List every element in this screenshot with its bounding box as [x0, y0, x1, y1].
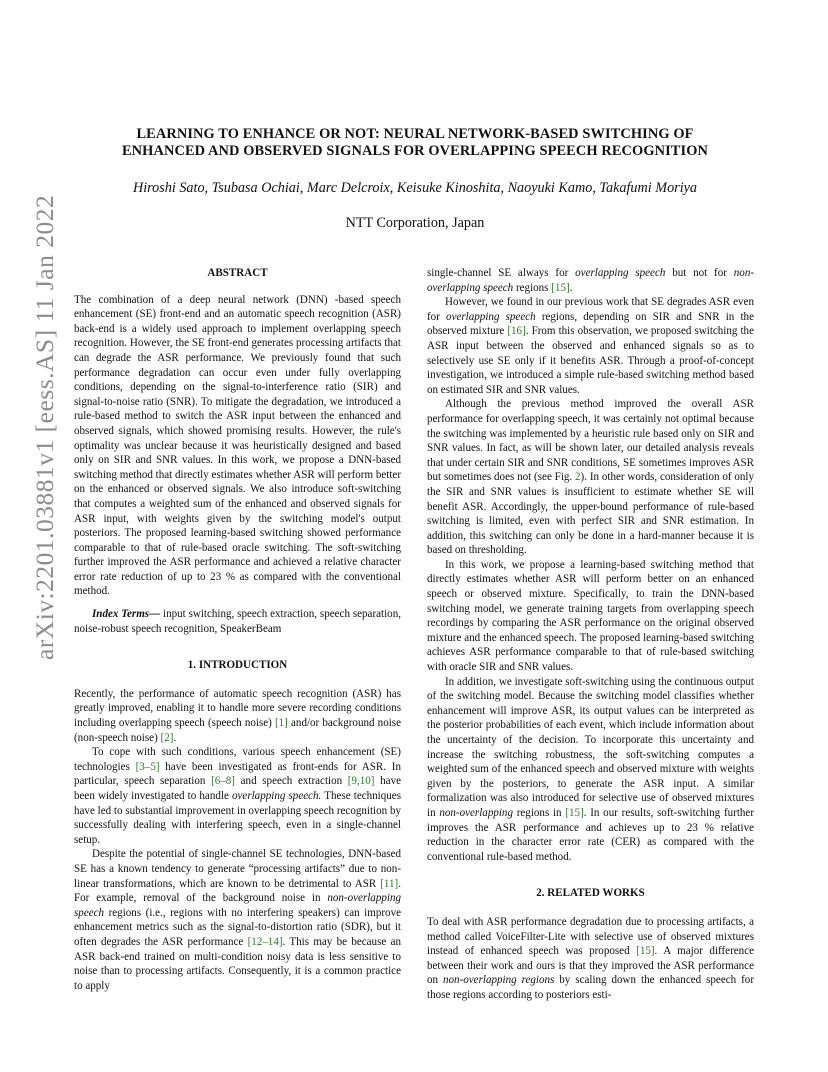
intro-paragraph-1	[74, 687, 401, 745]
text-run: . For example, removal of the background noise in	[74, 877, 401, 905]
title-line-2: ENHANCED AND OBSERVED SIGNALS FOR OVERLAPPING SPEECH RECOGNITION	[121, 143, 708, 159]
paper-title	[60, 126, 770, 160]
emphasis: non-overlapping regions	[443, 974, 555, 987]
emphasis: overlapping speech.	[231, 790, 322, 802]
text-run: . A major difference between their work and ours is that they improved the ASR performance on	[427, 945, 754, 987]
citation-link[interactable]: [11]	[380, 877, 399, 890]
intro-paragraph-6: In this work, we propose a learning-based switching method that directly estimates whether ASR will perform better on an enhanced speech or observed mixture. Specifically, to train the DNN-based switching model, we generate training targets from overlapping speech recordings by comparing the ASR performance on the original observed mixture and the enhanced speech. The proposed learning-based switching achieves ASR performance comparable to that of rule-based switching with oracle SIR and SNR values.	[427, 558, 754, 674]
title-line-1: LEARNING TO ENHANCE OR NOT: NEURAL NETWORK-BASED SWITCHING OF	[136, 126, 694, 142]
text-run: and/or background noise (non-speech noise)	[74, 717, 401, 744]
author-list: Hiroshi Sato, Tsubasa Ochiai, Marc Delcroix, Keisuke Kinoshita, Naoyuki Kamo, Takafumi Moriya	[132, 180, 698, 196]
text-run: Despite the potential of single-channel SE technologies, DNN-based SE has a known tendency to generate “processing artifacts” due to non-linear transformations, which are known to be detrimental to ASR	[74, 848, 401, 890]
text-run: ). In other words, consideration of only the SIR and SNR values is insufficient to estimate whether SE will benefit ASR. Accordingly, the upper-bound performance of rule-based switching is limited, even with perfect SIR and SNR estimation. In addition, this switching can only be done in a hard-manner because it is based on thresholding.	[427, 471, 754, 557]
abstract-text: The combination of a deep neural network (DNN) -based speech enhancement (SE) front-end and an automatic speech recognition (ASR) back-end is a widely used approach to implement overlapping speech recognition. However, the SE front-end generates processing artifacts that can degrade the ASR performance. We previously found that such performance degradation can occur even under fully overlapping conditions, depending on the signal-to-interference ratio (SIR) and signal-to-noise ratio (SNR). To mitigate the degradation, we introduced a rule-based method to switch the ASR input between the enhanced and observed signals, which showed promising results. However, the rule's optimality was unclear because it was heuristically designed and based only on SIR and SNR values. In this work, we propose a DNN-based switching method that directly estimates whether ASR will perform better on the enhanced or observed signals. We also introduce soft-switching that computes a weighted sum of the enhanced and observed signals for ASR input, with weights given by the switching model's output posteriors. The proposed learning-based switching showed performance comparable to that of rule-based oracle switching. The soft-switching further improved the ASR performance and achieved a relative character error rate reduction of up to 23 % as compared with the conventional method.	[74, 293, 401, 598]
index-terms	[74, 607, 401, 636]
left-column	[74, 266, 401, 993]
emphasis: non-overlapping	[439, 806, 513, 819]
text-run: have been investigated as front-ends for ASR. In particular, speech separation	[74, 760, 401, 788]
text-run: In addition, we investigate soft-switching using the continuous output of the switching model. Because the switching model classifies whether enhancement will improve ASR, its output values can be interpreted as the posterior probabilities of each event, which include information about the uncertainty of the decision. To incorporate this uncertainty and increase the switching robustness, the soft-switching computes a weighted sum of the enhanced speech and observed mixture with weights given by the posteriors, to generate the ASR input. A similar formalization was also introduced for selective use of observed mixtures in	[427, 675, 754, 819]
text-run: but not for	[665, 267, 734, 279]
text-run: single-channel SE always for	[427, 267, 576, 279]
intro-paragraph-7	[427, 675, 754, 865]
text-run: . This may be because an ASR back-end trained on multi-condition noisy data is less sensitive to noise than to processing artifacts. Consequently, it is a common practice to apply	[74, 935, 401, 992]
figure-link[interactable]: 2	[575, 471, 581, 484]
citation-link[interactable]: [15]	[551, 281, 570, 294]
text-run: Although the previous method improved the overall ASR performance for overlapping speech, it was certainly not optimal because the switching was implemented by a heuristic rule based only on SIR and SNR values. In fact, as will be shown later, our detailed analysis reveals that under certain SIR and SNR conditions, SE sometimes improves ASR but sometimes does not (see Fig.	[427, 398, 754, 484]
citation-link[interactable]: [3–5]	[135, 760, 160, 773]
text-run: regions	[513, 281, 552, 294]
index-terms-label: Index Terms—	[92, 608, 161, 621]
intro-paragraph-2	[74, 745, 401, 847]
text-run: These techniques have led to substantial improvement in overlapping speech recognition by successfully dealing with interfering speech, even in a single-channel setup.	[74, 790, 401, 846]
text-run: . In our results, soft-switching further improves the ASR performance and achieves up to 23 % relative reduction in the character error rate (CER) as compared with the conventional rule-based method.	[427, 806, 754, 863]
citation-link[interactable]: [16]	[507, 325, 526, 338]
affiliation: NTT Corporation, Japan	[345, 215, 485, 231]
text-run: However, we found in our previous work that SE degrades ASR even for	[427, 296, 754, 323]
text-run: Recently, the performance of automatic speech recognition (ASR) has greatly improved, enabling it to handle more severe recording conditions including overlapping speech (speech noise)	[74, 687, 401, 730]
related-works-paragraph-1	[427, 915, 754, 1003]
text-run: regions, depending on SIR and SNR in the observed mixture	[427, 310, 754, 338]
citation-link[interactable]: [15]	[565, 806, 584, 819]
citation-link[interactable]: [15]	[636, 945, 655, 958]
index-terms-text: input switching, speech extraction, speech separation, noise-robust speech recognition, SpeakerBeam	[74, 608, 401, 635]
text-run: regions in	[512, 806, 566, 819]
intro-paragraph-4	[427, 295, 754, 397]
citation-link[interactable]: [12–14]	[247, 935, 283, 948]
abstract-heading: ABSTRACT	[207, 267, 268, 279]
introduction-heading: 1. INTRODUCTION	[187, 659, 288, 672]
right-column	[427, 266, 754, 1003]
citation-link[interactable]: [1]	[274, 717, 288, 730]
emphasis: non-overlapping speech	[74, 892, 401, 919]
text-run: To deal with ASR performance degradation due to processing artifacts, a method called VoiceFilter-Lite with selective use of observed mixtures instead of enhanced speech was proposed	[427, 915, 754, 958]
text-run: by scaling down the enhanced speech for those regions according to posteriors esti-	[427, 974, 754, 1001]
text-run: regions (i.e., regions with no interfering speakers) can improve enhancement metrics such as the signal-to-distortion ratio (SDR), but it often degrades the ASR performance	[74, 906, 401, 948]
text-run: .	[569, 281, 573, 294]
intro-paragraph-3	[74, 847, 401, 993]
intro-continued-paragraph	[427, 266, 754, 295]
citation-link[interactable]: [9,10]	[347, 775, 375, 788]
text-run: To cope with such conditions, various speech enhancement (SE) technologies	[74, 746, 401, 773]
intro-paragraph-5	[427, 397, 754, 558]
citation-link[interactable]: [6–8]	[211, 775, 235, 788]
emphasis: overlapping speech	[446, 310, 536, 323]
emphasis: overlapping speech	[575, 267, 666, 279]
text-run: have been widely investigated to handle	[74, 775, 401, 802]
arxiv-identifier-stamp: arXiv:2201.03881v1 [eess.AS] 11 Jan 2022	[30, 194, 59, 660]
text-run: .	[173, 731, 177, 744]
text-run: . From this observation, we proposed switching the ASR input between the observed and enhanced signals so as to selectively use SE only if it benefits ASR. Through a proof-of-concept investigation, we introduced a simple rule-based switching method based on estimated SIR and SNR values.	[427, 325, 754, 396]
emphasis: non-overlapping speech	[427, 267, 755, 294]
related-works-heading: 2. RELATED WORKS	[536, 887, 645, 900]
text-run: and speech extraction	[235, 775, 348, 788]
citation-link[interactable]: [2]	[160, 731, 174, 744]
